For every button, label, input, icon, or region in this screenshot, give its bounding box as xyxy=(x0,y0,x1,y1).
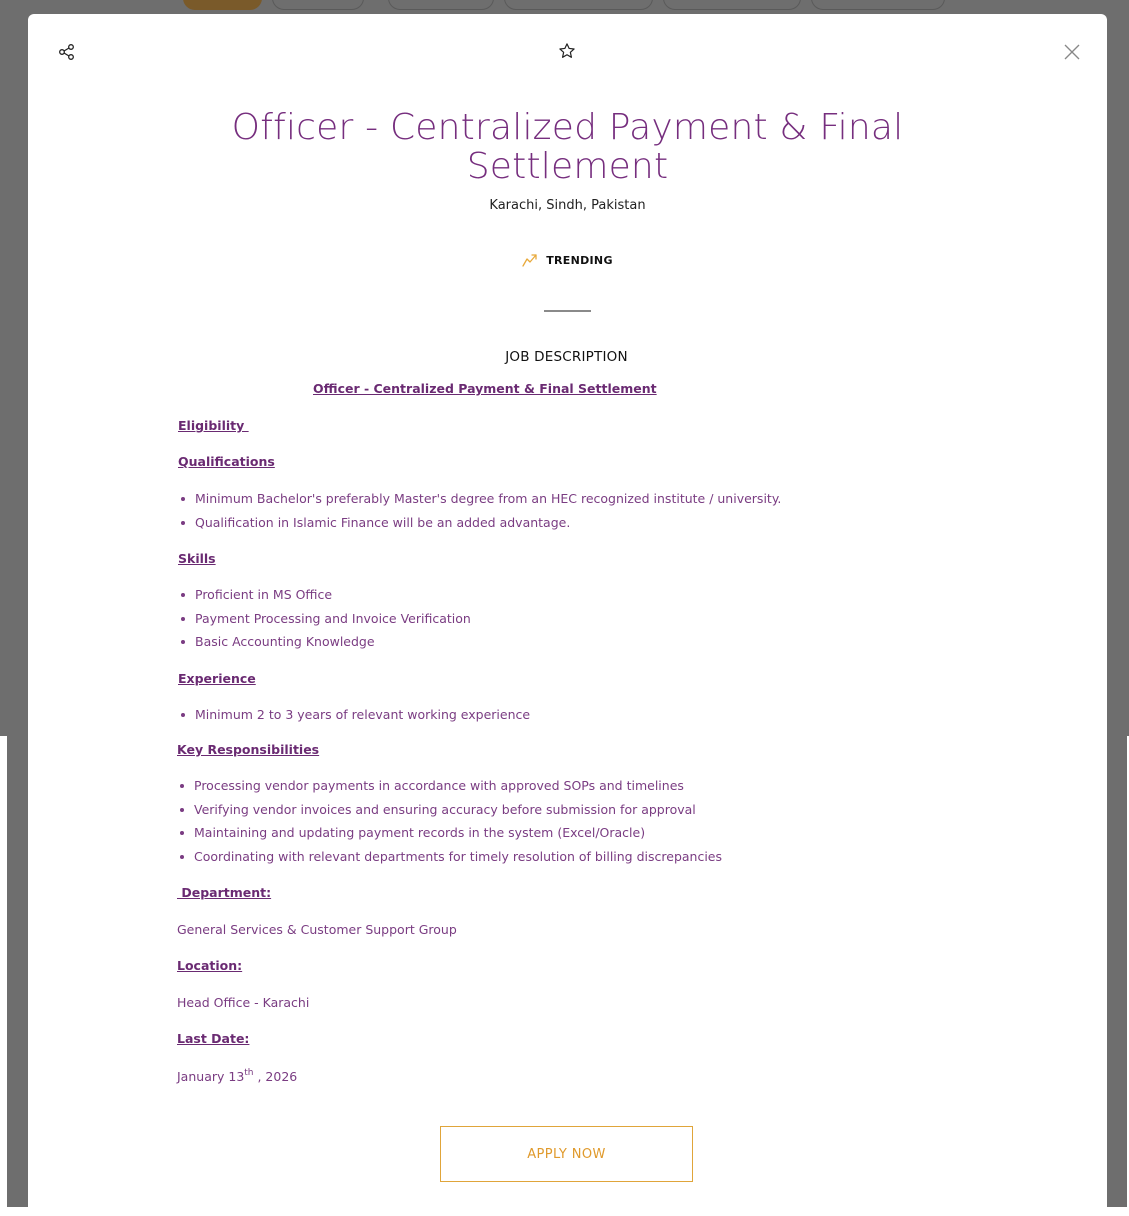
section-divider xyxy=(544,310,591,312)
department-value: General Services & Customer Support Group xyxy=(177,922,457,937)
modal-overlay-left[interactable] xyxy=(7,736,28,1207)
background-filter-bar xyxy=(183,0,945,10)
background-filter-pill xyxy=(388,0,494,10)
trending-up-icon xyxy=(522,253,538,267)
list-item: Processing vendor payments in accordance with approved SOPs and timelines xyxy=(177,774,722,798)
skills-list xyxy=(178,583,471,654)
close-button[interactable] xyxy=(1061,41,1083,63)
list-item: Coordinating with relevant departments for timely resolution of billing discrepancies xyxy=(177,845,722,869)
responsibilities-list xyxy=(177,774,722,868)
list-item: Minimum 2 to 3 years of relevant working experience xyxy=(178,703,530,727)
job-detail-modal xyxy=(28,14,1107,1207)
key-responsibilities-label: Key Responsibilities xyxy=(177,742,320,757)
list-item: Maintaining and updating payment records in the system (Excel/Oracle) xyxy=(177,821,722,845)
favorite-button[interactable] xyxy=(556,40,578,62)
description-subtitle: Officer - Centralized Payment & Final Settlement xyxy=(313,381,657,396)
background-filter-pill xyxy=(183,0,262,10)
job-description-heading: JOB DESCRIPTION xyxy=(505,349,628,365)
last-date-value: January 13th , 2026 xyxy=(177,1068,298,1084)
list-item: Basic Accounting Knowledge xyxy=(178,630,471,654)
last-date-label: Last Date: xyxy=(177,1031,250,1046)
background-filter-pill xyxy=(272,0,364,10)
experience-label: Experience xyxy=(178,671,256,686)
job-title-line-1: Officer - Centralized Payment & Final xyxy=(231,107,904,148)
background-filter-pill xyxy=(663,0,801,10)
modal-overlay-right[interactable] xyxy=(1107,736,1127,1207)
background-filter-pill xyxy=(504,0,653,10)
location-label: Location: xyxy=(177,958,243,973)
department-label: Department: xyxy=(177,885,272,900)
trending-label: TRENDING xyxy=(546,253,613,267)
qualifications-label: Qualifications xyxy=(178,454,275,469)
eligibility-label: Eligibility xyxy=(178,418,249,433)
skills-label: Skills xyxy=(178,551,216,566)
star-outline-icon xyxy=(558,42,576,60)
list-item: Payment Processing and Invoice Verification xyxy=(178,607,471,631)
background-filter-pill xyxy=(811,0,945,10)
apply-now-button[interactable]: APPLY NOW xyxy=(440,1126,693,1182)
job-title-line-2: Settlement xyxy=(466,146,669,187)
list-item: Qualification in Islamic Finance will be an added advantage. xyxy=(178,511,781,535)
close-icon xyxy=(1064,44,1080,60)
qualifications-list xyxy=(178,487,781,534)
location-value: Head Office - Karachi xyxy=(177,995,310,1010)
experience-list xyxy=(178,703,530,727)
list-item: Minimum Bachelor's preferably Master's degree from an HEC recognized institute / university. xyxy=(178,487,781,511)
share-button[interactable] xyxy=(56,41,78,63)
trending-badge xyxy=(28,253,1107,267)
job-title xyxy=(28,108,1107,186)
share-icon xyxy=(58,43,76,61)
list-item: Verifying vendor invoices and ensuring accuracy before submission for approval xyxy=(177,798,722,822)
job-location: Karachi, Sindh, Pakistan xyxy=(489,198,646,213)
list-item: Proficient in MS Office xyxy=(178,583,471,607)
